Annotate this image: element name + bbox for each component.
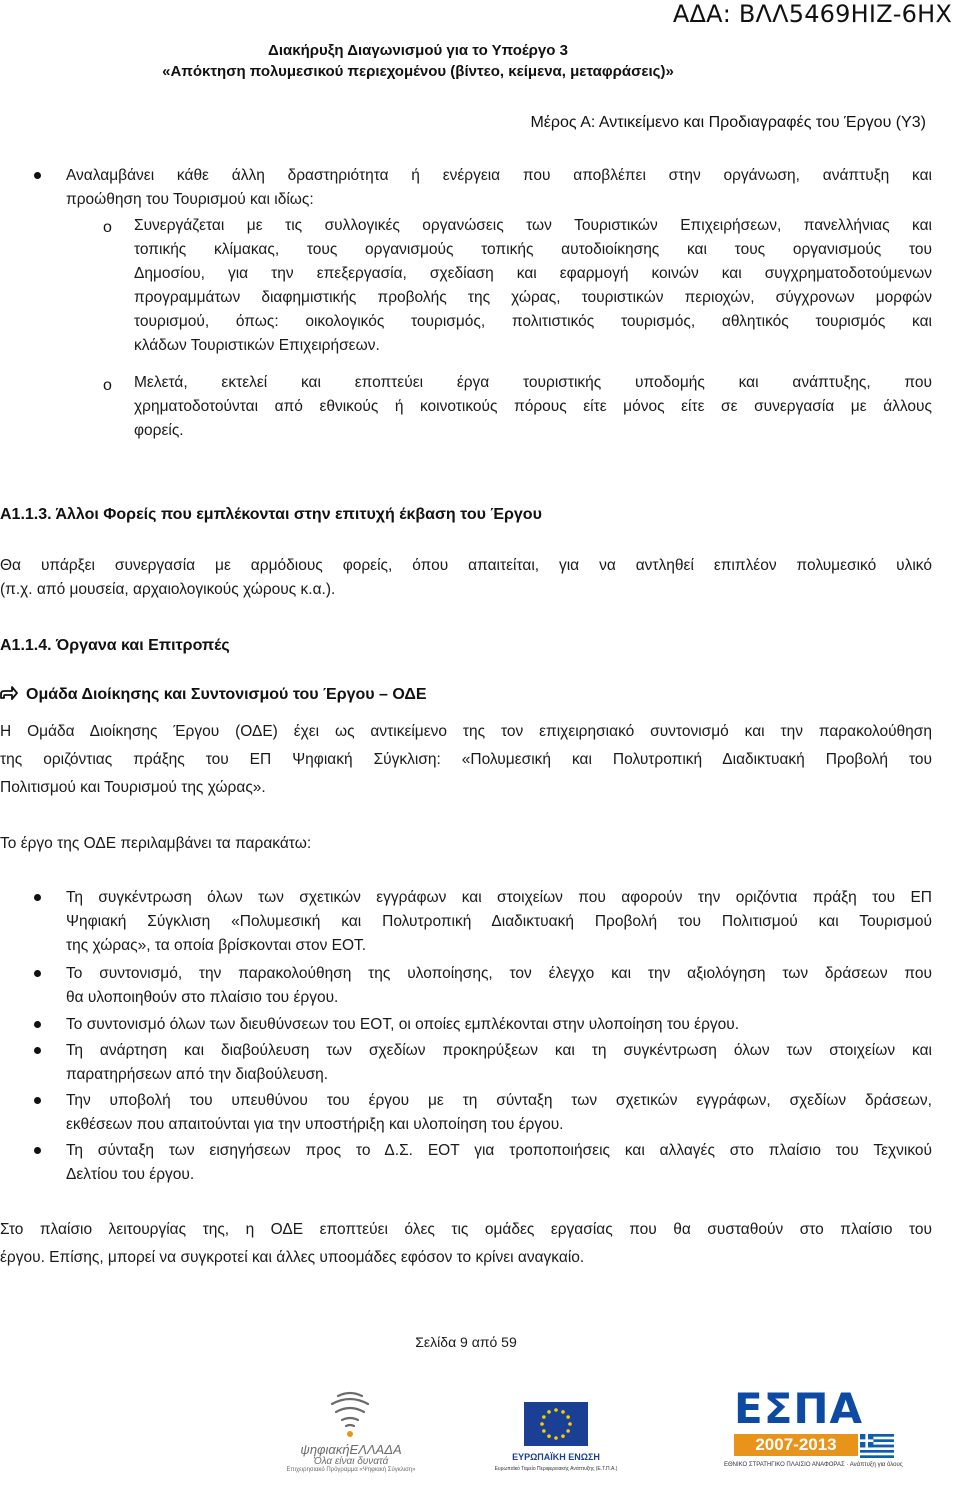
ode-heading: [0, 686, 427, 704]
text-line: Δημοσίου, για την επεξεργασία, σχεδίαση και εφαρμογή κοινών και συγχρηματοδοτούμενων: [134, 265, 932, 282]
ode-description: [0, 718, 932, 802]
section-heading-a114: Α1.1.4. Όργανα και Επιτροπές: [0, 637, 230, 654]
text-line: τουρισμού, όπως: οικολογικός τουρισμός, πολιτιστικός τουρισμός, αθλητικός τουρισμός και: [134, 313, 932, 330]
text-line: Συνεργάζεται με τις συλλογικές οργανώσεις των Τουριστικών Επιχειρήσεων, πανελλήνιας και: [134, 217, 932, 234]
text-line: Το συντονισμό όλων των διευθύνσεων του ΕΟΤ, οι οποίες εμπλέκονται στην υλοποίηση του έργου.: [66, 1016, 740, 1033]
ode-heading-text: Ομάδα Διοίκησης και Συντονισμού του Έργου – ΟΔΕ: [26, 686, 427, 703]
text-line: Πολιτισμού και Τουρισμού της χώρας».: [0, 779, 266, 796]
eu-star-icon: [566, 1429, 570, 1433]
eu-star-icon: [542, 1415, 546, 1419]
logo-left-sub2: «Ψηφιακή Σύγκλιση»: [359, 1467, 416, 1473]
text-line: Δελτίου του έργου.: [66, 1166, 195, 1183]
text-line: έργου. Επίσης, μπορεί να συγκροτεί και άλλες υποομάδες εφόσον το κρίνει αναγκαίο.: [0, 1249, 585, 1266]
section-a113-text: [0, 554, 932, 602]
document-title-line2: «Απόκτηση πολυμεσικού περιεχομένου (βίντεο, κείμενα, μεταφράσεις)»: [162, 63, 674, 80]
text-line: της χώρας», τα οποία βρίσκονται στον ΕΟΤ.: [66, 937, 367, 954]
eu-star-icon: [547, 1434, 551, 1438]
logo-left-sub1: Επιχειρησιακό Πρόγραμμα: [286, 1467, 358, 1473]
eu-star-icon: [566, 1415, 570, 1419]
circle-bullet-icon: o: [103, 377, 112, 394]
text-line: Αναλαμβάνει κάθε άλλη δραστηριότητα ή ενέργεια που αποβλέπει στην οργάνωση, ανάπτυξη και: [66, 167, 932, 184]
text-line: θα υλοποιηθούν στο πλαίσιο του έργου.: [66, 989, 339, 1006]
text-line: Την υποβολή του υπευθύνου του έργου με τη σύνταξη των σχετικών εγγράφων, σχεδίων δράσεων,: [66, 1092, 932, 1109]
eu-logo: [494, 1400, 618, 1482]
bullet-dot: [34, 1147, 41, 1154]
text-line: Τη ανάρτηση και διαβούλευση των σχεδίων προκηρύξεων και τη συγκέντρωση όλων των στοιχείων και: [66, 1042, 932, 1059]
text-line: προγραμμάτων διαφημιστικής προβολής της χώρας, τουριστικών περιοχών, σύγχρονων μορφών: [134, 289, 932, 306]
text-line: της οριζόντιας πράξης του ΕΠ Ψηφιακή Σύγκλιση: «Πολυμεσική και Πολυτροπική Διαδικτυακή Προβολή του: [0, 751, 932, 768]
eu-star-icon: [561, 1434, 565, 1438]
eu-flag-icon: [512, 1400, 600, 1450]
text-line: (π.χ. από μουσεία, αρχαιολογικούς χώρους κ.α.).: [0, 581, 336, 598]
text-line: Η Ομάδα Διοίκησης Έργου (ΟΔΕ) έχει ως αντικείμενο της τον επιχειρησιακό συντονισμό και την παρακολούθηση: [0, 723, 932, 740]
espa-slogan: Ανάπτυξη για όλους: [849, 1462, 903, 1468]
eu-subtitle: Ευρωπαϊκό Ταμείο Περιφερειακής Ανάπτυξης (Ε.Τ.Π.Α.): [494, 1466, 618, 1472]
ode-bullet-6-text: [66, 1139, 932, 1187]
intro-bullet-text: [66, 164, 932, 212]
espa-subtitle-text: ΕΘΝΙΚΟ ΣΤΡΑΤΗΓΙΚΟ ΠΛΑΙΣΙΟ ΑΝΑΦΟΡΑΣ: [724, 1462, 845, 1468]
text-line: Μελετά, εκτελεί και εποπτεύει έργα τουριστικής υποδομής και ανάπτυξης, που: [134, 374, 932, 391]
eu-name: ΕΥΡΩΠΑΪΚΗ ΕΝΩΣΗ: [512, 1452, 600, 1462]
bullet-dot: [34, 970, 41, 977]
eu-star-icon: [542, 1429, 546, 1433]
section-subtitle: Μέρος Α: Αντικείμενο και Προδιαγραφές του Έργου (Υ3): [530, 114, 926, 131]
eu-star-icon: [561, 1410, 565, 1414]
ode-bullet-3-text: [66, 1013, 932, 1037]
ode-bullet-1-text: [66, 886, 932, 958]
ode-includes: Το έργο της ΟΔΕ περιλαμβάνει τα παρακάτω:: [0, 835, 312, 852]
bullet-dot: [34, 172, 41, 179]
digital-greece-logo: [262, 1388, 440, 1480]
arrow-right-icon: [0, 686, 18, 704]
bullet-dot: [34, 1047, 41, 1054]
bullet-dot: [34, 1097, 41, 1104]
text-line: χρηματοδοτούνται από εθνικούς ή κοινοτικούς πόρους είτε μόνος είτε σε συνεργασία με άλλους: [134, 398, 932, 415]
ada-code: ΑΔΑ: ΒΛΛ5469ΗΙΖ-6ΗΧ: [672, 0, 952, 28]
greek-flag-icon: [860, 1434, 894, 1458]
circle-bullet-icon: o: [103, 219, 112, 236]
ode-bullet-5-text: [66, 1089, 932, 1137]
eu-star-icon: [554, 1436, 558, 1440]
text-line: Τη σύνταξη των εισηγήσεων προς το Δ.Σ. ΕΟΤ για τροποποιήσεις και αλλαγές στο πλαίσιο του Τεχνικού: [66, 1142, 932, 1159]
logo-left-name: ψηφιακήΕΛΛΑΔΑ: [300, 1442, 402, 1457]
document-title-line1: Διακήρυξη Διαγωνισμού για το Υποέργο 3: [268, 42, 568, 59]
text-line: κλάδων Τουριστικών Επιχειρήσεων.: [134, 337, 380, 354]
bullet-dot: [34, 894, 41, 901]
page-number: Σελίδα 9 από 59: [415, 1334, 517, 1350]
section-heading-a113: Α1.1.3. Άλλοι Φορείς που εμπλέκονται στην επιτυχή έκβαση του Έργου: [0, 506, 542, 523]
text-line: Στο πλαίσιο λειτουργίας της, η ΟΔΕ εποπτεύει όλες τις ομάδες εργασίας που θα συσταθούν στο πλαίσιο του: [0, 1221, 932, 1238]
logo-left-sub: [262, 1467, 440, 1473]
text-line: Θα υπάρξει συνεργασία με αρμόδιους φορείς, όπου απαιτείται, για να αντληθεί επιπλέον πολυμεσικό υλικό: [0, 557, 932, 574]
text-line: εκθέσεων που απαιτούνται για την υποστήριξη και υλοποίηση του έργου.: [66, 1116, 564, 1133]
bullet-dot: [34, 1021, 41, 1028]
espa-name: ΕΣΠΑ: [734, 1384, 864, 1433]
ode-closing-paragraph: [0, 1216, 932, 1272]
text-line: τοπικής κλίμακας, τους οργανισμούς τοπικής αυτοδιοίκησης και τους οργανισμούς του: [134, 241, 932, 258]
espa-subtitle: ΕΘΝΙΚΟ ΣΤΡΑΤΗΓΙΚΟ ΠΛΑΙΣΙΟ ΑΝΑΦΟΡΑΣ · Ανάπτυξη για όλους: [724, 1462, 903, 1468]
text-line: προώθηση του Τουρισμού και ιδίως:: [66, 191, 314, 208]
logo-left-slogan: Όλα είναι δυνατά: [313, 1456, 389, 1467]
text-line: Ψηφιακή Σύγκλιση «Πολυμεσική και Πολυτροπική Διαδικτυακή Προβολή του Πολιτισμού και Τουρισμού: [66, 913, 932, 930]
text-line: Τη συγκέντρωση όλων των σχετικών εγγράφων και στοιχείων που αφορούν την οριζόντια πράξη του ΕΠ: [66, 889, 932, 906]
sub-bullet-2-text: [134, 371, 932, 443]
eu-star-icon: [547, 1410, 551, 1414]
eu-star-icon: [554, 1408, 558, 1412]
text-line: φορείς.: [134, 422, 184, 439]
ode-bullet-4-text: [66, 1039, 932, 1087]
text-line: παρατηρήσεων από την διαβούλευση.: [66, 1066, 329, 1083]
eu-star-icon: [568, 1422, 572, 1426]
sub-bullet-1-text: [134, 214, 932, 358]
text-line: Το συντονισμό, την παρακολούθηση της υλοποίησης, τον έλεγχο και την αξιολόγηση των δράσεων που: [66, 965, 932, 982]
espa-years: 2007-2013: [734, 1434, 858, 1456]
eu-star-icon: [540, 1422, 544, 1426]
espa-logo: [714, 1384, 934, 1482]
ode-bullet-2-text: [66, 962, 932, 1010]
